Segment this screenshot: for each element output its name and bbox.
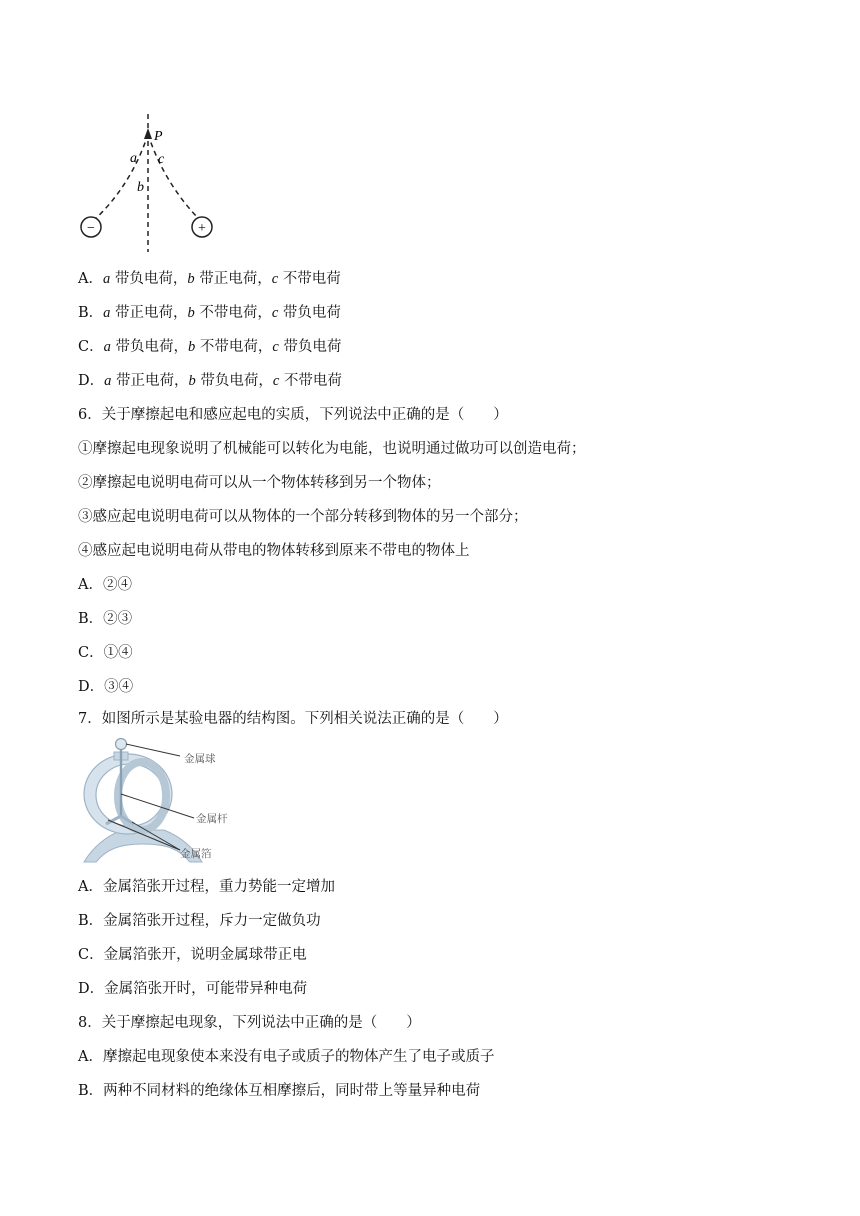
q7-option-a: A．金属箔张开过程，重力势能一定增加 — [78, 879, 335, 895]
q7-option-c: C．金属箔张开，说明金属球带正电 — [78, 947, 307, 963]
q6-statement-1: ①摩擦起电现象说明了机械能可以转化为电能，也说明通过做功可以创造电荷； — [78, 441, 586, 457]
trajectory-a — [94, 134, 148, 220]
q6-stem: 6．关于摩擦起电和感应起电的实质，下列说法中正确的是（ ） — [78, 407, 508, 423]
trajectory-diagram — [74, 112, 224, 254]
label-a: a — [130, 151, 137, 166]
q7-stem: 7．如图所示是某验电器的结构图。下列相关说法正确的是（ ） — [78, 711, 508, 727]
electroscope-diagram — [76, 738, 256, 866]
q7-option-b: B．金属箔张开过程，斥力一定做负功 — [78, 913, 321, 929]
trajectory-c — [148, 134, 200, 220]
label-b: b — [137, 180, 144, 195]
q6-statement-4: ④感应起电说明电荷从带电的物体转移到原来不带电的物体上 — [78, 543, 470, 559]
electroscope-ring-inner — [96, 764, 164, 826]
q6-option-a: A．②④ — [78, 577, 132, 593]
q5-option-c: C．a 带负电荷，b 不带电荷，c 带负电荷 — [78, 339, 342, 355]
q8-option-a: A．摩擦起电现象使本来没有电子或质子的物体产生了电子或质子 — [78, 1049, 495, 1065]
q8-stem: 8．关于摩擦起电现象，下列说法中正确的是（ ） — [78, 1015, 421, 1031]
q5-option-a: A．a 带负电荷，b 带正电荷，c 不带电荷 — [78, 271, 341, 287]
label-metal-ball: 金属球 — [184, 754, 216, 765]
metal-ball — [116, 739, 127, 750]
label-metal-rod: 金属杆 — [196, 814, 228, 825]
q5-option-b: B．a 带正电荷，b 不带电荷，c 带负电荷 — [78, 305, 341, 321]
label-c: c — [158, 152, 165, 167]
label-p: P — [154, 129, 163, 144]
q6-statement-3: ③感应起电说明电荷可以从物体的一个部分转移到物体的另一个部分； — [78, 509, 528, 525]
q6-statement-2: ②摩擦起电说明电荷可以从一个物体转移到另一个物体； — [78, 475, 441, 491]
plus-sign: + — [198, 221, 206, 236]
q7-option-d: D．金属箔张开时，可能带异种电荷 — [78, 981, 308, 997]
q6-option-c: C．①④ — [78, 645, 133, 661]
arrow-p-icon — [144, 128, 152, 139]
q5-option-d: D．a 带正电荷，b 带负电荷，c 不带电荷 — [78, 373, 342, 389]
q8-option-b: B．两种不同材料的绝缘体互相摩擦后，同时带上等量异种电荷 — [78, 1083, 481, 1099]
minus-sign: − — [87, 221, 95, 236]
q6-option-d: D．③④ — [78, 679, 134, 695]
label-metal-foil: 金属箔 — [180, 849, 212, 860]
q6-option-b: B．②③ — [78, 611, 133, 627]
